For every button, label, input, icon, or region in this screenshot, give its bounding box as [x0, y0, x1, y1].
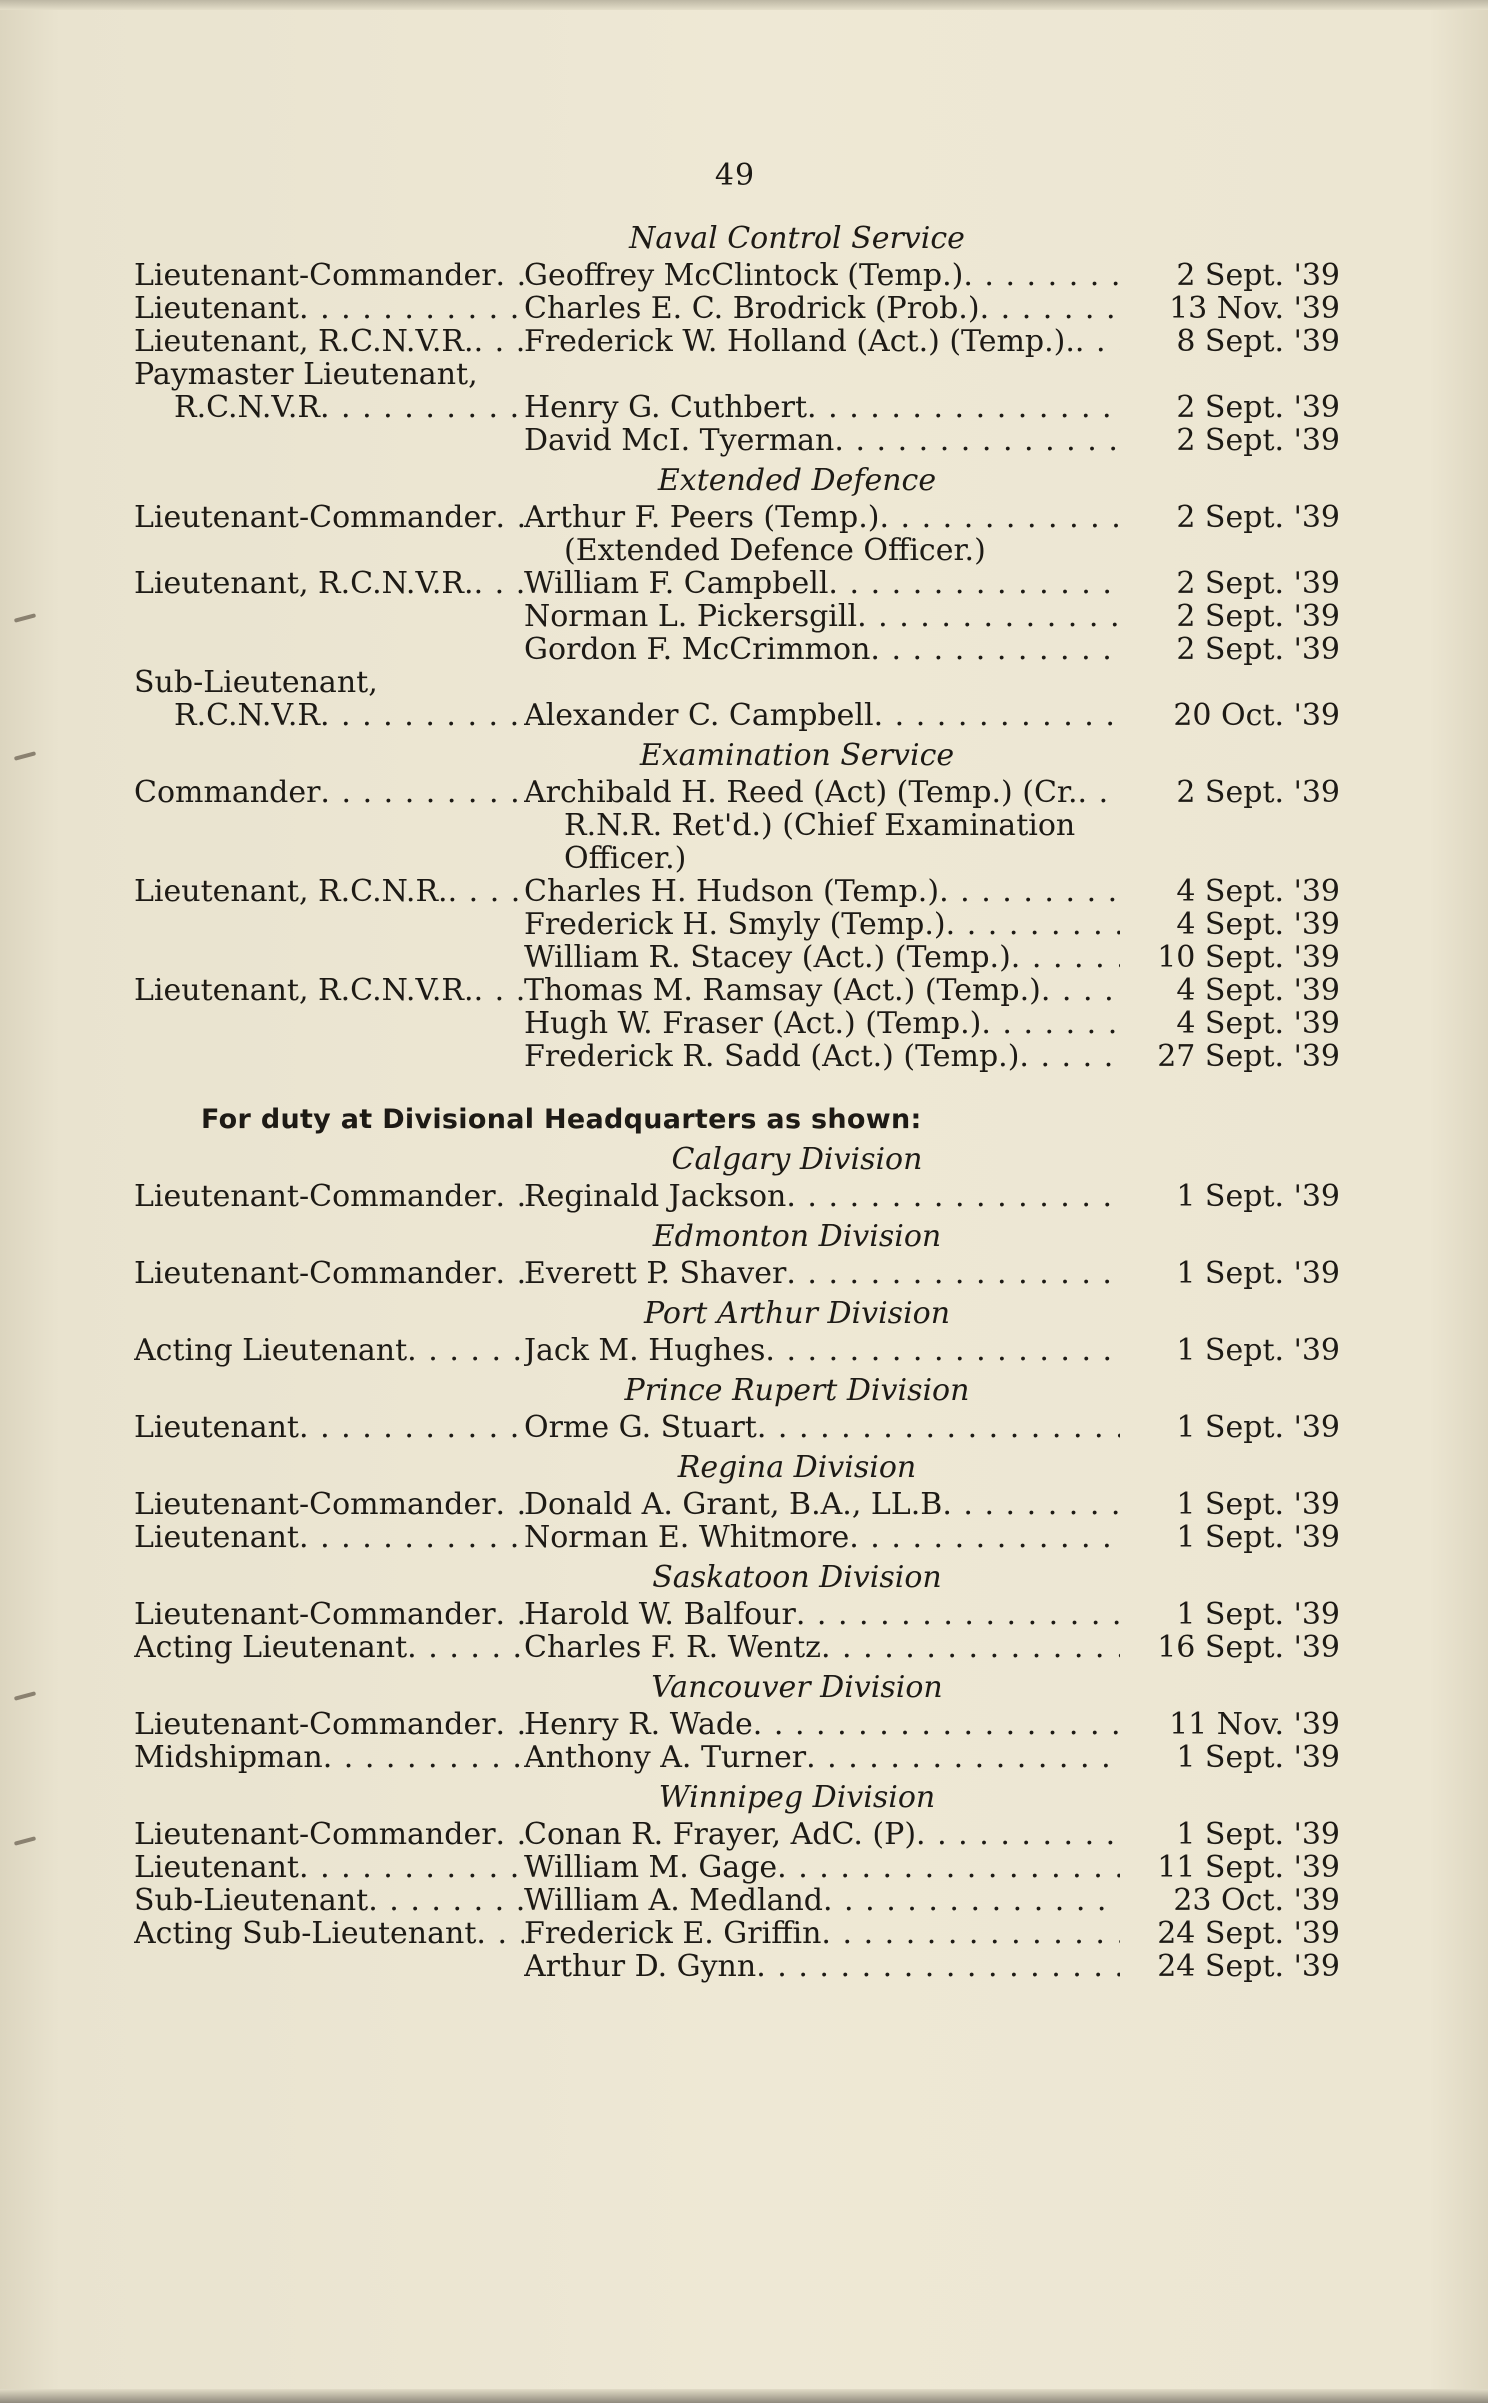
- name-cell: [524, 1631, 1120, 1664]
- name-cell: [524, 1917, 1120, 1950]
- name-cell: [524, 1741, 1120, 1774]
- officer-name: Everett P. Shaver: [524, 1257, 787, 1290]
- rank-cell: [134, 567, 524, 600]
- officer-rank: Midshipman: [134, 1741, 323, 1774]
- name-cell: [524, 1818, 1120, 1851]
- dot-leader: [777, 1851, 1120, 1884]
- name-cell: [524, 1180, 1120, 1213]
- dot-leader: [757, 1411, 1120, 1444]
- officer-row: [134, 776, 1340, 809]
- appointment-date: 4 Sept. '39: [1176, 907, 1340, 942]
- dot-leader: [299, 1851, 524, 1884]
- officer-rank: R.C.N.V.R: [174, 699, 320, 732]
- name-cell: [524, 1950, 1120, 1983]
- officer-rank: Lieutenant: [134, 1521, 299, 1554]
- officer-row: [134, 1741, 1340, 1774]
- name-cell: [524, 1488, 1120, 1521]
- dot-leader: [879, 501, 1120, 534]
- officer-name: Henry G. Cuthbert: [524, 391, 808, 424]
- rank-cell: [134, 1521, 524, 1554]
- rank-cell: [134, 776, 524, 809]
- appointment-date: 2 Sept. '39: [1176, 390, 1340, 425]
- appointment-date: 8 Sept. '39: [1176, 324, 1340, 359]
- rank-cell: [134, 1917, 524, 1950]
- rank-cell: [134, 875, 524, 908]
- dot-leader: [496, 501, 524, 534]
- dot-leader: [1019, 1040, 1120, 1073]
- name-cell: [524, 1851, 1120, 1884]
- officer-name: Donald A. Grant, B.A., LL.B: [524, 1488, 943, 1521]
- officer-row: [134, 1950, 1340, 1983]
- officer-rank: Lieutenant-Commander: [134, 501, 496, 534]
- officer-row: [134, 424, 1340, 457]
- officer-row: [134, 842, 1340, 875]
- name-cell: [524, 776, 1120, 809]
- officer-name: Thomas M. Ramsay (Act.) (Temp.): [524, 974, 1041, 1007]
- rank-cell: [134, 325, 524, 358]
- officer-row: [134, 567, 1340, 600]
- name-cell: [524, 1708, 1120, 1741]
- appointment-date: 11 Sept. '39: [1157, 1850, 1340, 1885]
- dot-leader: [963, 259, 1120, 292]
- officer-rank: Lieutenant-Commander: [134, 1708, 496, 1741]
- officer-row: [134, 1598, 1340, 1631]
- officer-row: [134, 633, 1340, 666]
- name-cell: [524, 1257, 1120, 1290]
- appointment-date: 1 Sept. '39: [1176, 1817, 1340, 1852]
- officer-name: Jack M. Hughes: [524, 1334, 766, 1367]
- officer-name: Alexander C. Campbell: [524, 699, 874, 732]
- rank-cell: [134, 974, 524, 1007]
- officer-name: Hugh W. Fraser (Act.) (Temp.): [524, 1007, 982, 1040]
- appointment-date: 24 Sept. '39: [1157, 1916, 1340, 1951]
- rank-cell: [134, 1884, 524, 1917]
- officer-rank: Acting Lieutenant: [134, 1334, 408, 1367]
- officer-row: [134, 292, 1340, 325]
- margin-mark: [14, 750, 38, 762]
- appointment-date: 1 Sept. '39: [1176, 1256, 1340, 1291]
- name-cell: [524, 941, 1120, 974]
- name-cell: [524, 501, 1120, 534]
- officer-rank: R.C.N.V.R: [174, 391, 320, 424]
- officer-rank: Lieutenant: [134, 292, 299, 325]
- appointment-date: 11 Nov. '39: [1169, 1707, 1340, 1742]
- dot-leader: [320, 776, 524, 809]
- appointment-date: 1 Sept. '39: [1176, 1179, 1340, 1214]
- officer-row: [134, 358, 1340, 391]
- dot-leader: [857, 600, 1120, 633]
- officer-name: R.N.R. Ret'd.) (Chief Examination: [564, 809, 1076, 842]
- rank-cell: [134, 1257, 524, 1290]
- officer-rank: Acting Sub-Lieutenant: [134, 1917, 477, 1950]
- appointment-date: 2 Sept. '39: [1176, 632, 1340, 667]
- margin-mark: [14, 612, 38, 624]
- name-cell: [524, 809, 1120, 842]
- name-cell: [524, 1598, 1120, 1631]
- dot-leader: [828, 567, 1120, 600]
- section-heading: Winnipeg Division: [658, 1780, 936, 1815]
- officer-rank: Lieutenant: [134, 1851, 299, 1884]
- divisional-notice: For duty at Divisional Headquarters as shown:: [201, 1104, 922, 1135]
- dot-leader: [821, 1631, 1120, 1664]
- officer-row: [134, 1708, 1340, 1741]
- officer-row: [134, 1488, 1340, 1521]
- officer-rank: Sub-Lieutenant,: [134, 666, 378, 699]
- officer-rank: Lieutenant, R.C.N.V.R.: [134, 974, 474, 1007]
- dot-leader: [849, 1521, 1120, 1554]
- name-cell: [524, 908, 1120, 941]
- dot-leader: [474, 325, 524, 358]
- dot-leader: [320, 391, 524, 424]
- dot-leader: [807, 391, 1120, 424]
- dot-leader: [474, 567, 524, 600]
- officer-row: [134, 974, 1340, 1007]
- appointment-date: 1 Sept. '39: [1176, 1410, 1340, 1445]
- name-cell: [524, 567, 1120, 600]
- appointment-date: 24 Sept. '39: [1157, 1949, 1340, 1984]
- rank-cell: [134, 292, 524, 325]
- officer-row: [134, 908, 1340, 941]
- dot-leader: [1011, 941, 1120, 974]
- officer-name: Gordon F. McCrimmon: [524, 633, 871, 666]
- officer-name: Harold W. Balfour: [524, 1598, 796, 1631]
- officer-rank: Lieutenant, R.C.N.R.: [134, 875, 448, 908]
- dot-leader: [496, 1257, 524, 1290]
- officer-row: [134, 534, 1340, 567]
- section-heading: Naval Control Service: [629, 221, 965, 256]
- dot-leader: [299, 1411, 524, 1444]
- rank-cell: [134, 1334, 524, 1367]
- dot-leader: [496, 1488, 524, 1521]
- dot-leader: [939, 875, 1120, 908]
- rank-cell: [134, 1488, 524, 1521]
- appointment-date: 1 Sept. '39: [1176, 1740, 1340, 1775]
- dot-leader: [756, 1950, 1120, 1983]
- dot-leader: [320, 699, 524, 732]
- section-heading: Examination Service: [639, 738, 955, 773]
- officer-rank: Paymaster Lieutenant,: [134, 358, 478, 391]
- section-heading: Regina Division: [677, 1450, 917, 1485]
- rank-cell: [134, 666, 524, 699]
- rank-cell: [134, 1818, 524, 1851]
- officer-row: [134, 1851, 1340, 1884]
- dot-leader: [476, 1917, 524, 1950]
- officer-rank: Lieutenant-Commander: [134, 1598, 496, 1631]
- name-cell: [524, 699, 1120, 732]
- officer-name: Henry R. Wade: [524, 1708, 753, 1741]
- name-cell: [524, 325, 1120, 358]
- dot-leader: [299, 1521, 524, 1554]
- officer-name: Officer.): [564, 842, 687, 875]
- rank-cell: [134, 1180, 524, 1213]
- officer-row: [134, 259, 1340, 292]
- officer-name: Conan R. Frayer, AdC. (P): [524, 1818, 917, 1851]
- dot-leader: [806, 1741, 1120, 1774]
- officer-row: [134, 600, 1340, 633]
- rank-cell: [134, 1631, 524, 1664]
- name-cell: [524, 259, 1120, 292]
- officer-rank: Commander: [134, 776, 321, 809]
- rank-cell: [134, 699, 524, 732]
- officer-name: Frederick W. Holland (Act.) (Temp.).: [524, 325, 1075, 358]
- appointment-date: 16 Sept. '39: [1157, 1630, 1340, 1665]
- officer-row: [134, 391, 1340, 424]
- officer-row: [134, 809, 1340, 842]
- dot-leader: [496, 1818, 524, 1851]
- officer-rank: Lieutenant, R.C.N.V.R.: [134, 325, 474, 358]
- name-cell: [524, 534, 1120, 567]
- officer-rank: Lieutenant-Commander: [134, 1180, 496, 1213]
- officer-rank: Sub-Lieutenant: [134, 1884, 369, 1917]
- officer-name: Frederick H. Smyly (Temp.): [524, 908, 946, 941]
- appointment-date: 10 Sept. '39: [1157, 940, 1340, 975]
- officer-rank: Lieutenant-Commander: [134, 1257, 496, 1290]
- appointment-date: 23 Oct. '39: [1173, 1883, 1340, 1918]
- dot-leader: [1078, 776, 1121, 809]
- officer-name: William R. Stacey (Act.) (Temp.): [524, 941, 1011, 974]
- name-cell: [524, 875, 1120, 908]
- dot-leader: [786, 1257, 1120, 1290]
- appointment-date: 1 Sept. '39: [1176, 1597, 1340, 1632]
- dot-leader: [753, 1708, 1120, 1741]
- officer-name: David McI. Tyerman: [524, 424, 835, 457]
- name-cell: [524, 1334, 1120, 1367]
- page-number: 49: [714, 158, 756, 193]
- dot-leader: [874, 699, 1120, 732]
- dot-leader: [1041, 974, 1120, 1007]
- appointment-date: 4 Sept. '39: [1176, 874, 1340, 909]
- name-cell: [524, 600, 1120, 633]
- officer-row: [134, 699, 1340, 732]
- officer-row: [134, 875, 1340, 908]
- rank-cell: [134, 391, 524, 424]
- dot-leader: [823, 1884, 1120, 1917]
- dot-leader: [448, 875, 524, 908]
- page-bottom-edge: [0, 2389, 1488, 2403]
- officer-name: Charles H. Hudson (Temp.): [524, 875, 940, 908]
- appointment-date: 1 Sept. '39: [1176, 1487, 1340, 1522]
- dot-leader: [407, 1334, 524, 1367]
- appointment-date: 20 Oct. '39: [1173, 698, 1340, 733]
- rank-cell: [134, 1851, 524, 1884]
- dot-leader: [870, 633, 1120, 666]
- appointment-date: 2 Sept. '39: [1176, 423, 1340, 458]
- section-heading: Calgary Division: [671, 1142, 923, 1177]
- dot-leader: [796, 1598, 1120, 1631]
- rank-cell: [134, 1741, 524, 1774]
- dot-leader: [407, 1631, 524, 1664]
- officer-name: Anthony A. Turner: [524, 1741, 807, 1774]
- officer-name: Geoffrey McClintock (Temp.): [524, 259, 964, 292]
- section-heading: Port Arthur Division: [643, 1296, 951, 1331]
- officer-rank: Lieutenant: [134, 1411, 299, 1444]
- officer-name: Archibald H. Reed (Act) (Temp.) (Cr.: [524, 776, 1078, 809]
- dot-leader: [474, 974, 524, 1007]
- name-cell: [524, 1521, 1120, 1554]
- officer-name: (Extended Defence Officer.): [564, 534, 986, 567]
- rank-cell: [134, 501, 524, 534]
- name-cell: [524, 424, 1120, 457]
- appointment-date: 1 Sept. '39: [1176, 1520, 1340, 1555]
- appointment-date: 2 Sept. '39: [1176, 500, 1340, 535]
- dot-leader: [821, 1917, 1120, 1950]
- appointment-date: 4 Sept. '39: [1176, 973, 1340, 1008]
- rank-cell: [134, 1411, 524, 1444]
- officer-row: [134, 1818, 1340, 1851]
- name-cell: [524, 1007, 1120, 1040]
- officer-name: Arthur F. Peers (Temp.): [524, 501, 880, 534]
- dot-leader: [765, 1334, 1120, 1367]
- name-cell: [524, 974, 1120, 1007]
- dot-leader: [916, 1818, 1120, 1851]
- dot-leader: [980, 292, 1120, 325]
- officer-name: William F. Campbell: [524, 567, 829, 600]
- officer-row: [134, 666, 1340, 699]
- officer-row: [134, 1917, 1340, 1950]
- appointment-date: 4 Sept. '39: [1176, 1006, 1340, 1041]
- officer-rank: Lieutenant, R.C.N.V.R.: [134, 567, 474, 600]
- officer-name: Charles E. C. Brodrick (Prob.): [524, 292, 980, 325]
- officer-rank: Lieutenant-Commander: [134, 1818, 496, 1851]
- appointment-date: 2 Sept. '39: [1176, 258, 1340, 293]
- rank-cell: [134, 259, 524, 292]
- section-heading: Prince Rupert Division: [624, 1373, 970, 1408]
- dot-leader: [1075, 325, 1120, 358]
- officer-row: [134, 1040, 1340, 1073]
- name-cell: [524, 1040, 1120, 1073]
- dot-leader: [496, 1180, 524, 1213]
- rank-cell: [134, 1598, 524, 1631]
- appointment-date: 2 Sept. '39: [1176, 599, 1340, 634]
- name-cell: [524, 292, 1120, 325]
- dot-leader: [368, 1884, 524, 1917]
- officer-name: Orme G. Stuart: [524, 1411, 757, 1444]
- officer-row: [134, 501, 1340, 534]
- officer-rank: Acting Lieutenant: [134, 1631, 408, 1664]
- officer-name: William A. Medland: [524, 1884, 823, 1917]
- dot-leader: [946, 908, 1120, 941]
- name-cell: [524, 391, 1120, 424]
- dot-leader: [496, 1598, 524, 1631]
- officer-row: [134, 1631, 1340, 1664]
- officer-name: Frederick R. Sadd (Act.) (Temp.): [524, 1040, 1020, 1073]
- officer-name: Frederick E. Griffin: [524, 1917, 822, 1950]
- officer-row: [134, 1007, 1340, 1040]
- officer-row: [134, 1334, 1340, 1367]
- officer-row: [134, 325, 1340, 358]
- officer-name: Charles F. R. Wentz: [524, 1631, 821, 1664]
- dot-leader: [496, 259, 524, 292]
- section-heading: Edmonton Division: [652, 1219, 942, 1254]
- section-heading: Extended Defence: [657, 463, 937, 498]
- appointment-date: 13 Nov. '39: [1169, 291, 1340, 326]
- officer-name: William M. Gage: [524, 1851, 778, 1884]
- name-cell: [524, 842, 1120, 875]
- officer-name: Arthur D. Gynn: [524, 1950, 757, 1983]
- appointment-date: 2 Sept. '39: [1176, 775, 1340, 810]
- name-cell: [524, 1884, 1120, 1917]
- rank-cell: [134, 1708, 524, 1741]
- officer-row: [134, 1884, 1340, 1917]
- officer-rank: Lieutenant-Commander: [134, 1488, 496, 1521]
- section-heading: Vancouver Division: [651, 1670, 943, 1705]
- dot-leader: [981, 1007, 1120, 1040]
- officer-row: [134, 1521, 1340, 1554]
- officer-row: [134, 1180, 1340, 1213]
- page-top-edge: [0, 0, 1488, 10]
- appointment-date: 1 Sept. '39: [1176, 1333, 1340, 1368]
- officer-list: [134, 222, 1340, 1983]
- officer-row: [134, 941, 1340, 974]
- name-cell: [524, 1411, 1120, 1444]
- appointment-date: 2 Sept. '39: [1176, 566, 1340, 601]
- dot-leader: [834, 424, 1120, 457]
- appointment-date: 27 Sept. '39: [1157, 1039, 1340, 1074]
- officer-name: Reginald Jackson: [524, 1180, 787, 1213]
- officer-row: [134, 1257, 1340, 1290]
- name-cell: [524, 633, 1120, 666]
- officer-row: [134, 1411, 1340, 1444]
- officer-name: Norman E. Whitmore: [524, 1521, 850, 1554]
- officer-name: Norman L. Pickersgill: [524, 600, 858, 633]
- dot-leader: [299, 292, 524, 325]
- officer-rank: Lieutenant-Commander: [134, 259, 496, 292]
- dot-leader: [323, 1741, 524, 1774]
- dot-leader: [942, 1488, 1120, 1521]
- margin-mark: [14, 1835, 38, 1847]
- dot-leader: [496, 1708, 524, 1741]
- section-heading: Saskatoon Division: [652, 1560, 942, 1595]
- rank-cell: [134, 358, 524, 391]
- margin-mark: [14, 1690, 38, 1702]
- dot-leader: [786, 1180, 1120, 1213]
